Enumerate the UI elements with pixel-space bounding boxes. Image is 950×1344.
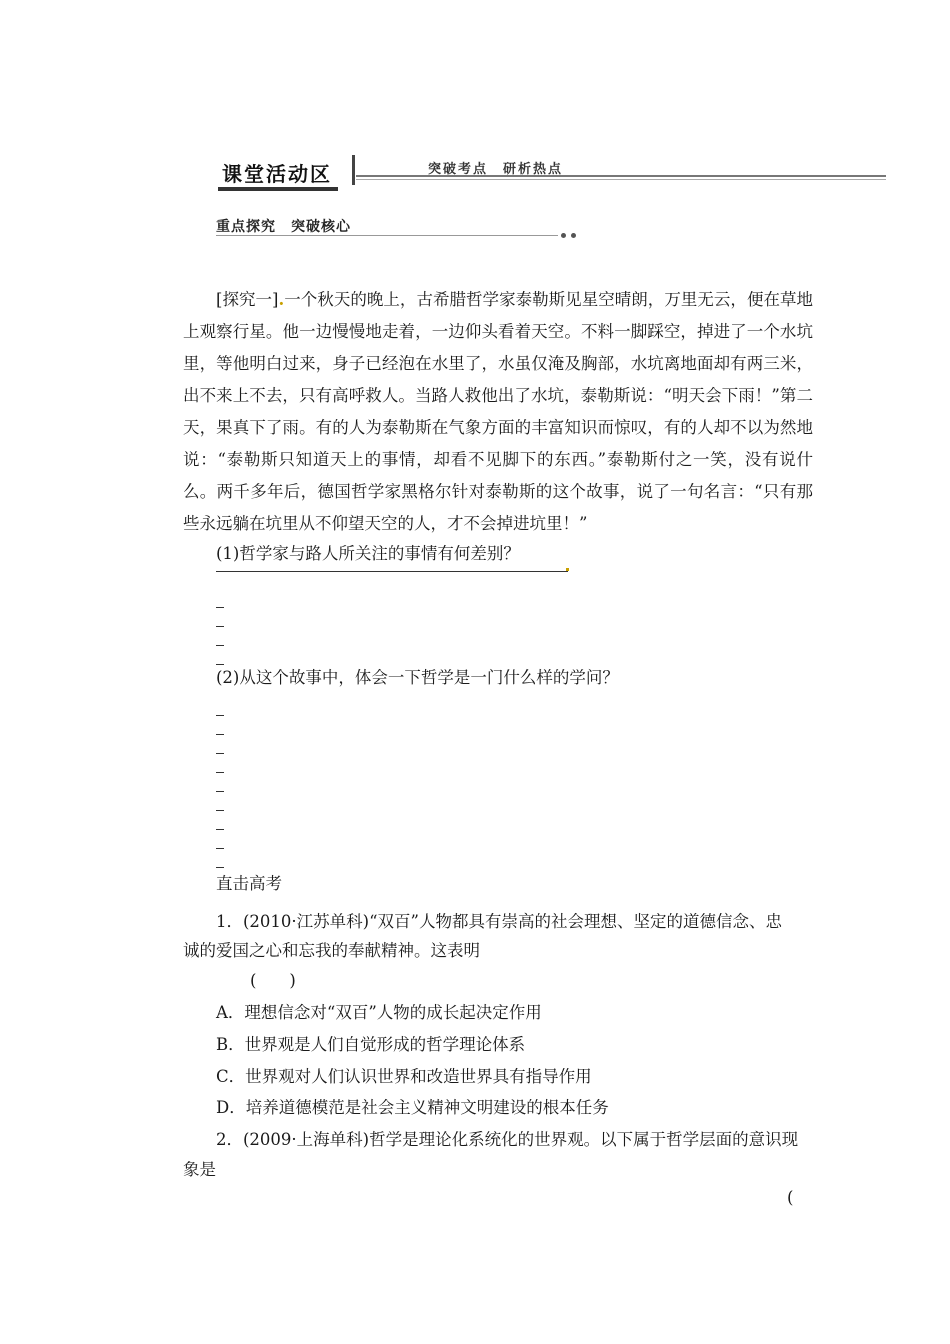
question-2: (2)从这个故事中，体会一下哲学是一门什么样的学问？: [216, 668, 619, 687]
answer-blank: [216, 626, 224, 627]
banner-divider: [352, 155, 355, 185]
exam-q1-stem: 1．(2010·江苏单科)“双百”人物都具有崇高的社会理想、坚定的道德信念、忠: [216, 912, 782, 931]
inquiry-marker: .: [278, 290, 285, 309]
answer-blank: [216, 715, 224, 716]
exam-q1-stem-cont: 诚的爱国之心和忘我的奉献精神。这表明: [183, 941, 480, 960]
answer-blank: [216, 607, 224, 608]
answer-blank: [216, 772, 224, 773]
answer-blank: [216, 791, 224, 792]
answer-line-marker: [566, 568, 569, 571]
exam-heading: 直击高考: [216, 874, 282, 893]
inquiry-text: 一个秋天的晚上，古希腊哲学家泰勒斯见星空晴朗，万里无云，便在草地上观察行星。他一边慢慢地走着，一边仰头看着天空。不料一脚踩空，掉进了一个水坑里，等他明白过来，身子已经泡在水里了，水虽仅淹及胸部，水坑离地面却有两三米，出不来上不去，只有高呼救人。当路人救他出了水坑，泰勒斯说：“明天会下雨！”第二天，果真下了雨。有的人为泰勒斯在气象方面的丰富知识而惊叹，有的人却不以为然地说：“泰勒斯只知道天上的事情，却看不见脚下的东西。”泰勒斯付之一笑，没有说什么。两千多年后，德国哲学家黑格尔针对泰勒斯的这个故事，说了一句名言：“只有那些永远躺在坑里从不仰望天空的人，才不会掉进坑里！”: [183, 290, 814, 533]
answer-blank: [216, 829, 224, 830]
inquiry-label: [探究一]: [216, 290, 279, 309]
answer-blank: [216, 810, 224, 811]
question-1: (1)哲学家与路人所关注的事情有何差别？: [216, 544, 520, 563]
exam-q2-bracket: (: [787, 1188, 794, 1207]
exam-q1-option-b: B．世界观是人们自觉形成的哲学理论体系: [216, 1035, 526, 1054]
answer-line: [216, 571, 568, 572]
answer-blank: [216, 753, 224, 754]
rule-dot-icon: [571, 233, 576, 238]
exam-q2-stem: 2．(2009·上海单科)哲学是理论化系统化的世界观。以下属于哲学层面的意识现: [216, 1130, 799, 1149]
section-subtitle: 重点探究 突破核心: [216, 219, 351, 235]
answer-blank: [216, 867, 224, 868]
banner-subtitle: 突破考点 研析热点: [428, 162, 564, 177]
exam-q2-stem-cont: 象是: [183, 1160, 216, 1179]
section-banner-title: 课堂活动区: [218, 156, 338, 191]
subtitle-rule: [216, 235, 558, 236]
exam-q1-bracket: ( ): [250, 971, 296, 990]
answer-blank: [216, 734, 224, 735]
exam-q1-option-d: D．培养道德模范是社会主义精神文明建设的根本任务: [216, 1098, 609, 1117]
rule-dot-icon: [561, 233, 566, 238]
exam-q1-option-c: C．世界观对人们认识世界和改造世界具有指导作用: [216, 1067, 592, 1086]
exam-q1-option-a: A．理想信念对“双百”人物的成长起决定作用: [216, 1003, 542, 1022]
inquiry-paragraph: [183, 284, 813, 540]
answer-blank: [216, 645, 224, 646]
banner-rule-thin: [356, 179, 886, 180]
answer-blank: [216, 848, 224, 849]
